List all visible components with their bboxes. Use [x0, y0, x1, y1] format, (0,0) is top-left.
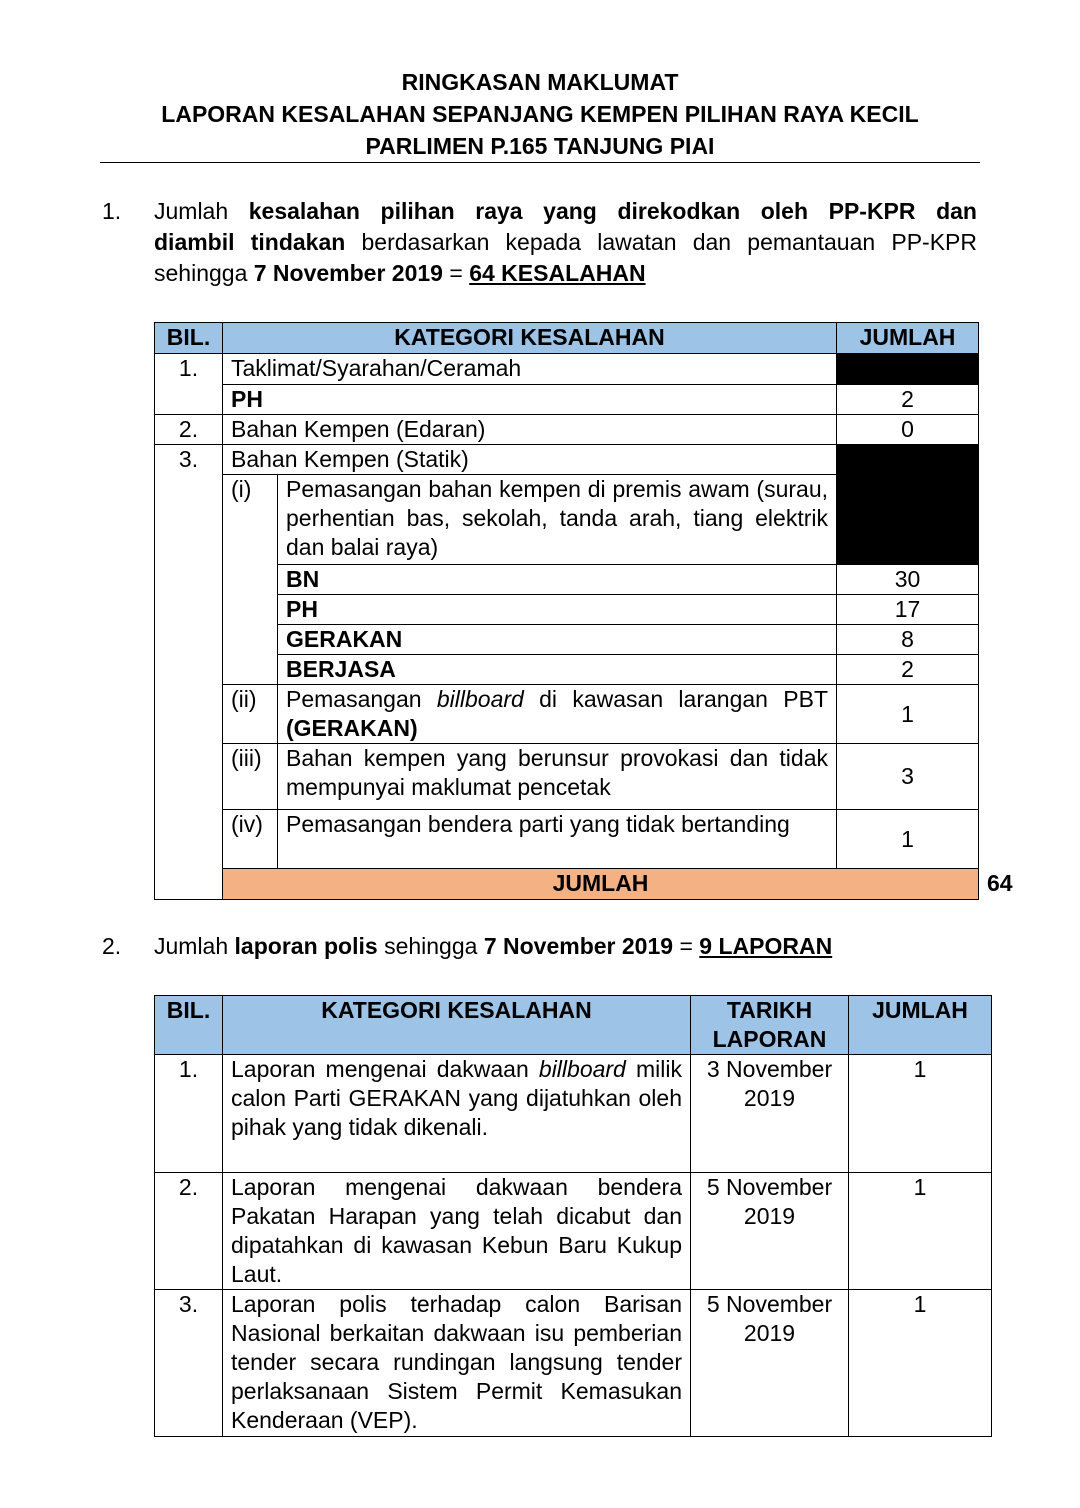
total-label: JUMLAH [223, 869, 979, 900]
table-row [155, 445, 979, 475]
doc-title-line3: PARLIMEN P.165 TANJUNG PIAI [365, 133, 715, 159]
table-row [155, 744, 979, 810]
row-value: 8 [837, 625, 979, 655]
s1-bold: kesalahan pilihan raya yang direkodkan oleh PP-KPR dan [248, 198, 977, 224]
s1-date: 7 November 2019 [253, 260, 443, 286]
row-party: PH [278, 595, 837, 625]
sub-item-number: (iv) [223, 810, 278, 869]
s2-date: 7 November 2019 [483, 933, 674, 959]
row-value: 1 [837, 810, 979, 869]
s1-text: sehingga [154, 260, 254, 286]
row-value: 1 [837, 685, 979, 744]
row-number: 2. [155, 415, 223, 445]
row-description: Laporan polis terhadap calon Barisan Nasional berkaitan dakwaan isu pemberian tender secara rundingan langsung tender perlaksanaan Sistem Permit Kemasukan Kenderaan (VEP). [223, 1290, 691, 1437]
sub-item-text: Pemasangan bahan kempen di premis awam (surau, perhentian bas, sekolah, tanda arah, tiang elektrik dan balai raya) [278, 475, 837, 565]
sub-item-number: (i) [223, 475, 278, 685]
table-row [155, 565, 979, 595]
col-header-bil: BIL. [155, 996, 223, 1055]
s1-total: 64 KESALAHAN [469, 260, 646, 286]
offence-category-table [154, 322, 1013, 900]
s2-total: 9 LAPORAN [699, 933, 833, 959]
row-value: 1 [849, 1173, 992, 1290]
col-header-bil: BIL. [155, 323, 223, 354]
doc-title-line1: RINGKASAN MAKLUMAT [401, 69, 679, 95]
row-number: 1. [155, 354, 223, 415]
table-row [155, 810, 979, 869]
sub-item-number: (iii) [223, 744, 278, 810]
row-value: 30 [837, 565, 979, 595]
row-number: 1. [155, 1055, 223, 1173]
row-value: 2 [837, 385, 979, 415]
sub-item-bold: (GERAKAN) [286, 715, 418, 741]
row-description-part: milik calon Parti GERAKAN yang dijatuhkan oleh pihak yang tidak dikenali. [231, 1056, 682, 1140]
row-party: GERAKAN [278, 625, 837, 655]
row-value: 3 [837, 744, 979, 810]
s2-text: = [673, 933, 700, 959]
sub-item-italic: billboard [436, 686, 524, 712]
row-description-italic: billboard [538, 1056, 626, 1082]
redacted-cell [837, 445, 979, 565]
sub-item-text-part: di kawasan larangan PBT [523, 686, 828, 712]
sub-item-text: Pemasangan bendera parti yang tidak bertanding [278, 810, 837, 869]
table-row [155, 415, 979, 445]
section2-paragraph [154, 931, 977, 962]
table-row [155, 685, 979, 744]
row-date: 5 November 2019 [691, 1173, 849, 1290]
row-category: Taklimat/Syarahan/Ceramah [223, 354, 837, 385]
total-row: JUMLAH 64 [155, 869, 979, 900]
s1-text: berdasarkan kepada lawatan dan pemantauan PP-KPR [345, 229, 977, 255]
section1-number: 1. [102, 198, 122, 224]
row-value: 1 [849, 1290, 992, 1437]
s1-text: = [442, 260, 470, 286]
table-row [155, 1290, 992, 1437]
col-header-kategori: KATEGORI KESALAHAN [223, 996, 691, 1055]
sub-item-text-part: Pemasangan [286, 686, 437, 712]
row-number: 3. [155, 1290, 223, 1437]
section2-number: 2. [102, 933, 122, 959]
col-header-kategori: KATEGORI KESALAHAN [223, 323, 837, 354]
police-report-table [154, 995, 992, 1437]
table-row [155, 385, 979, 415]
sub-item-text: Bahan kempen yang berunsur provokasi dan tidak mempunyai maklumat pencetak [278, 744, 837, 810]
sub-item-number: (ii) [223, 685, 278, 744]
row-party: BERJASA [278, 655, 837, 685]
row-value: 1 [849, 1055, 992, 1173]
row-description [223, 1055, 691, 1173]
row-number: 3. [155, 445, 223, 900]
redacted-cell [837, 354, 979, 385]
table-row [155, 625, 979, 655]
col-header-jumlah: JUMLAH [837, 323, 979, 354]
row-category: Bahan Kempen (Edaran) [223, 415, 837, 445]
sub-item-text [278, 685, 837, 744]
s1-bold: diambil tindakan [154, 229, 346, 255]
row-value: 0 [837, 415, 979, 445]
table-row [155, 1173, 992, 1290]
col-header-jumlah: JUMLAH [849, 996, 992, 1055]
row-value: 17 [837, 595, 979, 625]
row-description: Laporan mengenai dakwaan bendera Pakatan Harapan yang telah dicabut dan dipatahkan di kawasan Kebun Baru Kukup Laut. [223, 1173, 691, 1290]
row-value: 2 [837, 655, 979, 685]
s2-text: sehingga [377, 933, 484, 959]
header-divider [100, 162, 980, 163]
doc-title-line2: LAPORAN KESALAHAN SEPANJANG KEMPEN PILIHAN RAYA KECIL [161, 101, 919, 127]
section1-paragraph [154, 196, 977, 289]
table-header-row [155, 996, 992, 1055]
row-number: 2. [155, 1173, 223, 1290]
row-date: 5 November 2019 [691, 1290, 849, 1437]
table-row [155, 655, 979, 685]
table-row [155, 354, 979, 385]
table-row [155, 595, 979, 625]
table-header-row [155, 323, 979, 354]
row-category: Bahan Kempen (Statik) [223, 445, 837, 475]
s1-text: Jumlah [154, 198, 249, 224]
row-party: PH [223, 385, 837, 415]
row-description-part: Laporan mengenai dakwaan [231, 1056, 539, 1082]
row-date: 3 November 2019 [691, 1055, 849, 1173]
s2-bold: laporan polis [234, 933, 378, 959]
row-party: BN [278, 565, 837, 595]
col-header-tarikh: TARIKH LAPORAN [691, 996, 849, 1055]
table-row [155, 1055, 992, 1173]
s2-text: Jumlah [154, 933, 235, 959]
